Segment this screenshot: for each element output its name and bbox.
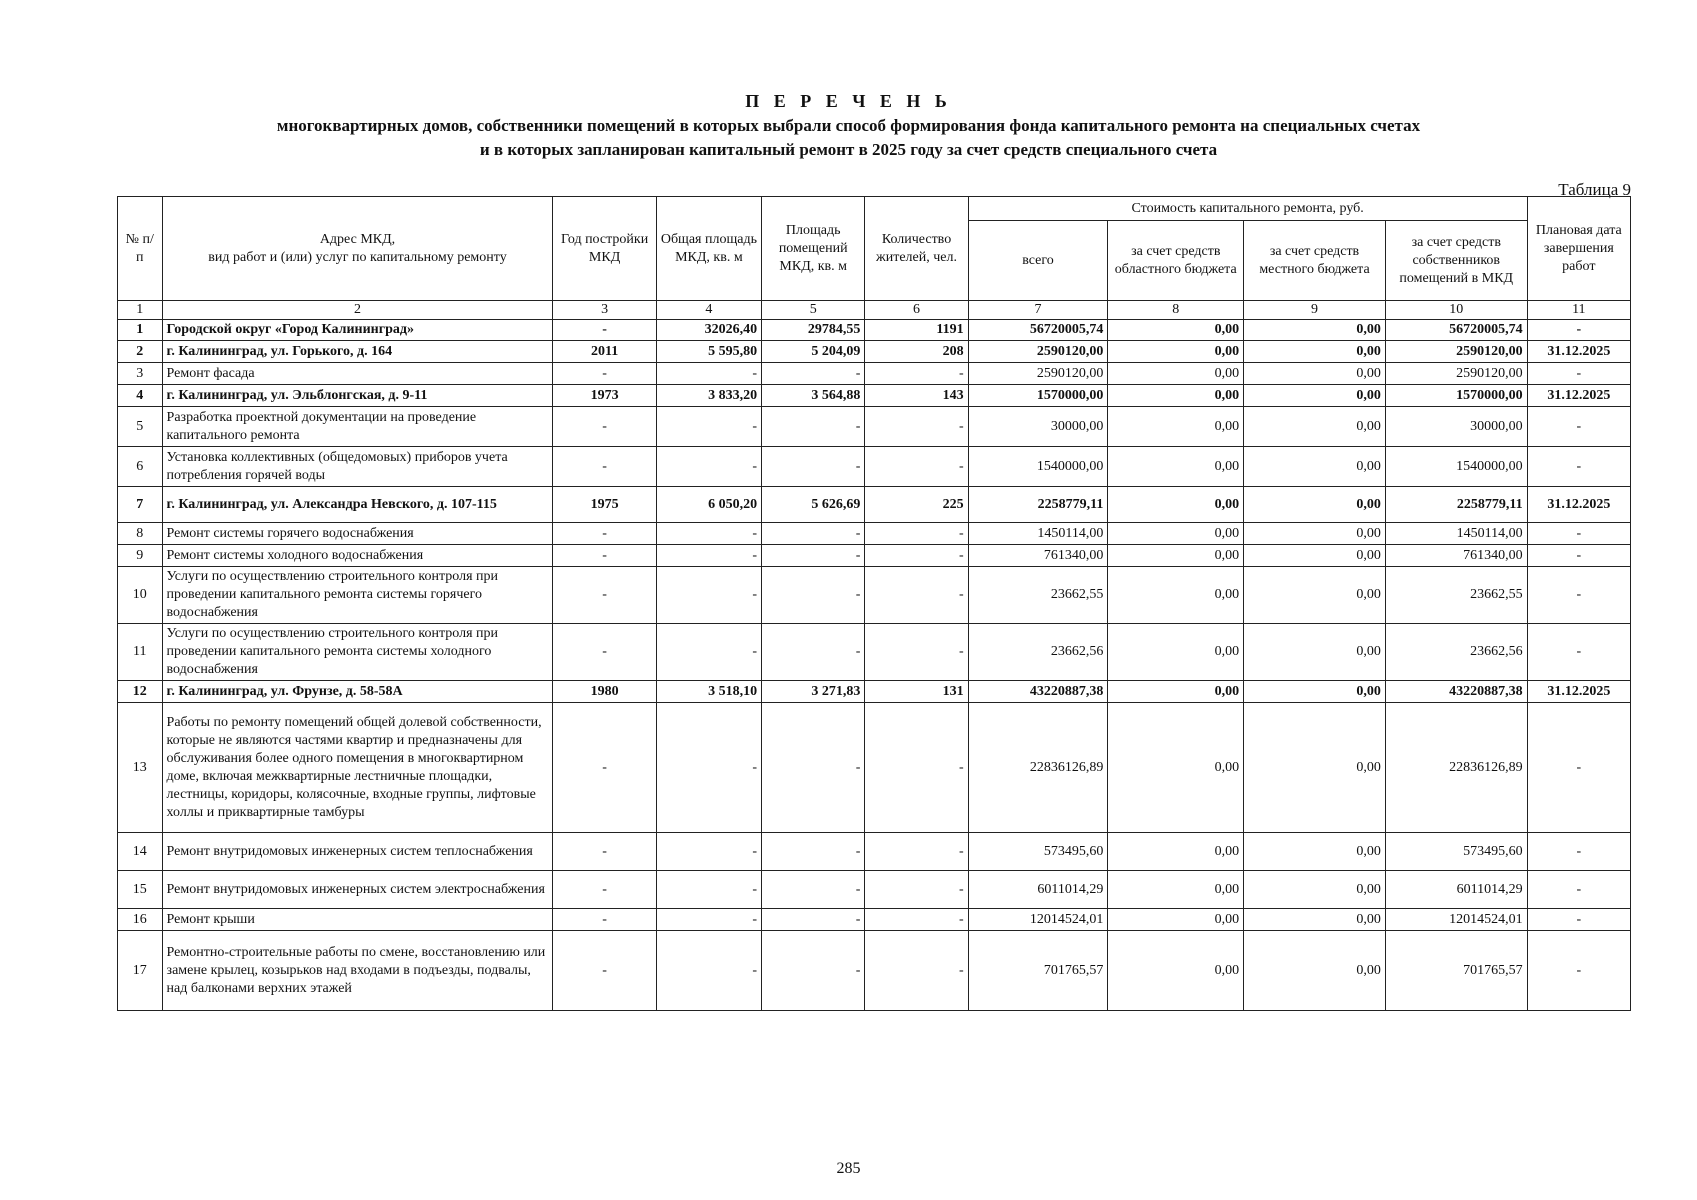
- row-cost-owners: 23662,55: [1385, 567, 1527, 624]
- row-residents: -: [865, 833, 968, 871]
- row-completion-date: -: [1527, 871, 1630, 909]
- row-premises-area: 5 204,09: [762, 341, 865, 363]
- row-name: Ремонт системы горячего водоснабжения: [162, 523, 553, 545]
- document-title: П Е Р Е Ч Е Н Ь: [745, 91, 952, 111]
- row-total-area: -: [656, 871, 761, 909]
- column-index-cell: 4: [656, 301, 761, 320]
- row-number: 17: [118, 931, 163, 1011]
- row-number: 9: [118, 545, 163, 567]
- header-cost-owners: за счет средств собственников помещений в МКД: [1385, 221, 1527, 301]
- row-cost-regional: 0,00: [1108, 320, 1244, 341]
- row-cost-regional: 0,00: [1108, 703, 1244, 833]
- table-row: [118, 385, 1631, 407]
- column-index-cell: 11: [1527, 301, 1630, 320]
- column-index-cell: 9: [1244, 301, 1386, 320]
- row-cost-owners: 761340,00: [1385, 545, 1527, 567]
- document-heading: [0, 88, 1697, 162]
- row-premises-area: -: [762, 871, 865, 909]
- column-index-cell: 3: [553, 301, 656, 320]
- table-row: [118, 545, 1631, 567]
- row-cost-local: 0,00: [1244, 545, 1386, 567]
- row-cost-owners: 23662,56: [1385, 624, 1527, 681]
- row-number: 15: [118, 871, 163, 909]
- row-cost-local: 0,00: [1244, 703, 1386, 833]
- row-name: г. Калининград, ул. Эльблонгская, д. 9-11: [162, 385, 553, 407]
- row-cost-owners: 2590120,00: [1385, 341, 1527, 363]
- row-residents: 131: [865, 681, 968, 703]
- row-total-area: -: [656, 624, 761, 681]
- row-total-area: 5 595,80: [656, 341, 761, 363]
- row-completion-date: -: [1527, 909, 1630, 931]
- row-number: 3: [118, 363, 163, 385]
- row-completion-date: -: [1527, 703, 1630, 833]
- row-premises-area: -: [762, 567, 865, 624]
- table-row: [118, 703, 1631, 833]
- row-cost-owners: 701765,57: [1385, 931, 1527, 1011]
- column-index-cell: 5: [762, 301, 865, 320]
- row-year: -: [553, 931, 656, 1011]
- row-premises-area: 5 626,69: [762, 487, 865, 523]
- table-body: [118, 320, 1631, 1011]
- row-residents: 143: [865, 385, 968, 407]
- row-completion-date: 31.12.2025: [1527, 681, 1630, 703]
- row-number: 4: [118, 385, 163, 407]
- row-total-area: -: [656, 407, 761, 447]
- row-premises-area: -: [762, 624, 865, 681]
- row-completion-date: -: [1527, 833, 1630, 871]
- row-total-area: -: [656, 909, 761, 931]
- row-number: 14: [118, 833, 163, 871]
- row-completion-date: -: [1527, 447, 1630, 487]
- table-row: [118, 363, 1631, 385]
- row-name: г. Калининград, ул. Фрунзе, д. 58-58А: [162, 681, 553, 703]
- row-cost-local: 0,00: [1244, 320, 1386, 341]
- row-cost-local: 0,00: [1244, 407, 1386, 447]
- header-cost-local: за счет средств местного бюджета: [1244, 221, 1386, 301]
- row-cost-regional: 0,00: [1108, 931, 1244, 1011]
- row-residents: 225: [865, 487, 968, 523]
- row-cost-regional: 0,00: [1108, 523, 1244, 545]
- row-year: -: [553, 624, 656, 681]
- row-residents: -: [865, 447, 968, 487]
- row-residents: -: [865, 545, 968, 567]
- row-total-area: -: [656, 833, 761, 871]
- document-subtitle-line-1: многоквартирных домов, собственники помещений в которых выбрали способ формирования фонда капитального ремонта на специальных счетах: [276, 116, 1421, 135]
- row-cost-local: 0,00: [1244, 567, 1386, 624]
- row-name: г. Калининград, ул. Александра Невского, д. 107-115: [162, 487, 553, 523]
- header-num: № п/п: [118, 197, 163, 301]
- row-year: 1973: [553, 385, 656, 407]
- header-total-area: Общая площадь МКД, кв. м: [656, 197, 761, 301]
- row-name: Ремонтно-строительные работы по смене, восстановлению или замене крылец, козырьков над входами в подъезды, подвалы, над балконами верхних этажей: [162, 931, 553, 1011]
- row-completion-date: 31.12.2025: [1527, 385, 1630, 407]
- column-index-cell: 10: [1385, 301, 1527, 320]
- table-row: [118, 407, 1631, 447]
- row-year: -: [553, 545, 656, 567]
- header-address: Адрес МКД, вид работ и (или) услуг по капитальному ремонту: [162, 197, 553, 301]
- row-cost-regional: 0,00: [1108, 871, 1244, 909]
- row-name: Разработка проектной документации на проведение капитального ремонта: [162, 407, 553, 447]
- row-cost-owners: 2590120,00: [1385, 363, 1527, 385]
- row-cost-total: 1570000,00: [968, 385, 1108, 407]
- table-row: [118, 681, 1631, 703]
- row-number: 1: [118, 320, 163, 341]
- row-completion-date: -: [1527, 545, 1630, 567]
- row-cost-owners: 573495,60: [1385, 833, 1527, 871]
- row-name: Ремонт внутридомовых инженерных систем электроснабжения: [162, 871, 553, 909]
- row-completion-date: 31.12.2025: [1527, 341, 1630, 363]
- row-cost-owners: 6011014,29: [1385, 871, 1527, 909]
- row-cost-total: 2590120,00: [968, 363, 1108, 385]
- row-year: -: [553, 523, 656, 545]
- row-name: Установка коллективных (общедомовых) приборов учета потребления горячей воды: [162, 447, 553, 487]
- row-cost-total: 43220887,38: [968, 681, 1108, 703]
- table-row: [118, 341, 1631, 363]
- row-premises-area: 3 271,83: [762, 681, 865, 703]
- row-cost-total: 2258779,11: [968, 487, 1108, 523]
- row-residents: -: [865, 363, 968, 385]
- row-residents: -: [865, 703, 968, 833]
- table-row: [118, 567, 1631, 624]
- header-cost-regional: за счет средств областного бюджета: [1108, 221, 1244, 301]
- header-cost-group: Стоимость капитального ремонта, руб.: [968, 197, 1527, 221]
- header-cost-total: всего: [968, 221, 1108, 301]
- row-cost-local: 0,00: [1244, 341, 1386, 363]
- row-residents: -: [865, 624, 968, 681]
- row-cost-regional: 0,00: [1108, 545, 1244, 567]
- row-premises-area: -: [762, 523, 865, 545]
- column-index-cell: 7: [968, 301, 1108, 320]
- row-residents: 1191: [865, 320, 968, 341]
- row-year: -: [553, 407, 656, 447]
- column-index-cell: 8: [1108, 301, 1244, 320]
- row-cost-local: 0,00: [1244, 447, 1386, 487]
- row-name: Ремонт внутридомовых инженерных систем теплоснабжения: [162, 833, 553, 871]
- row-premises-area: 29784,55: [762, 320, 865, 341]
- row-year: -: [553, 567, 656, 624]
- row-cost-total: 23662,55: [968, 567, 1108, 624]
- row-year: -: [553, 909, 656, 931]
- row-number: 10: [118, 567, 163, 624]
- table-row: [118, 523, 1631, 545]
- document-subtitle-line-2: и в которых запланирован капитальный ремонт в 2025 году за счет средств специального счета: [479, 140, 1218, 159]
- row-number: 5: [118, 407, 163, 447]
- row-total-area: -: [656, 523, 761, 545]
- row-cost-local: 0,00: [1244, 487, 1386, 523]
- row-cost-local: 0,00: [1244, 833, 1386, 871]
- registry-table: [117, 196, 1631, 1011]
- row-cost-regional: 0,00: [1108, 624, 1244, 681]
- row-cost-total: 22836126,89: [968, 703, 1108, 833]
- row-premises-area: -: [762, 363, 865, 385]
- row-name: Услуги по осуществлению строительного контроля при проведении капитального ремонта системы горячего водоснабжения: [162, 567, 553, 624]
- row-year: -: [553, 833, 656, 871]
- row-cost-total: 761340,00: [968, 545, 1108, 567]
- row-premises-area: -: [762, 447, 865, 487]
- page-number: 285: [836, 1160, 861, 1177]
- row-completion-date: -: [1527, 624, 1630, 681]
- row-residents: -: [865, 523, 968, 545]
- row-premises-area: -: [762, 833, 865, 871]
- header-completion-date: Плановая дата завершения работ: [1527, 197, 1630, 301]
- row-cost-local: 0,00: [1244, 523, 1386, 545]
- table-caption: Таблица 9: [1558, 180, 1631, 199]
- row-cost-regional: 0,00: [1108, 487, 1244, 523]
- table-row: [118, 871, 1631, 909]
- row-premises-area: -: [762, 703, 865, 833]
- row-cost-owners: 2258779,11: [1385, 487, 1527, 523]
- row-residents: 208: [865, 341, 968, 363]
- row-number: 16: [118, 909, 163, 931]
- row-total-area: -: [656, 703, 761, 833]
- row-total-area: 3 518,10: [656, 681, 761, 703]
- row-total-area: -: [656, 567, 761, 624]
- row-name: г. Калининград, ул. Горького, д. 164: [162, 341, 553, 363]
- column-index-cell: 1: [118, 301, 163, 320]
- table-row: [118, 624, 1631, 681]
- row-cost-regional: 0,00: [1108, 407, 1244, 447]
- row-total-area: -: [656, 931, 761, 1011]
- row-completion-date: -: [1527, 567, 1630, 624]
- row-premises-area: -: [762, 407, 865, 447]
- row-completion-date: -: [1527, 407, 1630, 447]
- header-residents: Количество жителей, чел.: [865, 197, 968, 301]
- row-cost-total: 2590120,00: [968, 341, 1108, 363]
- row-cost-regional: 0,00: [1108, 385, 1244, 407]
- row-cost-local: 0,00: [1244, 385, 1386, 407]
- row-cost-local: 0,00: [1244, 363, 1386, 385]
- row-cost-total: 1450114,00: [968, 523, 1108, 545]
- row-residents: -: [865, 407, 968, 447]
- row-total-area: -: [656, 363, 761, 385]
- row-cost-local: 0,00: [1244, 871, 1386, 909]
- row-residents: -: [865, 909, 968, 931]
- row-cost-owners: 1570000,00: [1385, 385, 1527, 407]
- row-cost-local: 0,00: [1244, 681, 1386, 703]
- row-cost-total: 6011014,29: [968, 871, 1108, 909]
- row-number: 13: [118, 703, 163, 833]
- header-year: Год постройки МКД: [553, 197, 656, 301]
- row-cost-total: 12014524,01: [968, 909, 1108, 931]
- row-name: Ремонт фасада: [162, 363, 553, 385]
- row-name: Работы по ремонту помещений общей долевой собственности, которые не являются частями квартир и предназначены для обслуживания более одного помещения в многоквартирном доме, включая межквартирные лестничные площадки, лестницы, коридоры, колясочные, входные группы, лифтовые холлы и приквартирные тамбуры: [162, 703, 553, 833]
- row-cost-owners: 12014524,01: [1385, 909, 1527, 931]
- row-year: 1980: [553, 681, 656, 703]
- row-cost-regional: 0,00: [1108, 909, 1244, 931]
- row-completion-date: -: [1527, 320, 1630, 341]
- row-premises-area: -: [762, 931, 865, 1011]
- row-year: -: [553, 320, 656, 341]
- row-cost-total: 701765,57: [968, 931, 1108, 1011]
- row-year: -: [553, 703, 656, 833]
- row-cost-regional: 0,00: [1108, 447, 1244, 487]
- row-cost-regional: 0,00: [1108, 341, 1244, 363]
- row-number: 2: [118, 341, 163, 363]
- column-index-row: [118, 301, 1631, 320]
- row-cost-regional: 0,00: [1108, 833, 1244, 871]
- row-cost-owners: 22836126,89: [1385, 703, 1527, 833]
- row-cost-total: 1540000,00: [968, 447, 1108, 487]
- row-premises-area: 3 564,88: [762, 385, 865, 407]
- table-row: [118, 320, 1631, 341]
- row-year: -: [553, 363, 656, 385]
- row-number: 7: [118, 487, 163, 523]
- row-number: 11: [118, 624, 163, 681]
- row-cost-total: 56720005,74: [968, 320, 1108, 341]
- row-number: 8: [118, 523, 163, 545]
- row-cost-owners: 56720005,74: [1385, 320, 1527, 341]
- row-name: Услуги по осуществлению строительного контроля при проведении капитального ремонта системы холодного водоснабжения: [162, 624, 553, 681]
- row-year: 1975: [553, 487, 656, 523]
- table-row: [118, 487, 1631, 523]
- row-cost-total: 23662,56: [968, 624, 1108, 681]
- table-row: [118, 833, 1631, 871]
- row-cost-local: 0,00: [1244, 624, 1386, 681]
- header-premises-area: Площадь помещений МКД, кв. м: [762, 197, 865, 301]
- row-cost-owners: 30000,00: [1385, 407, 1527, 447]
- row-number: 12: [118, 681, 163, 703]
- row-name: Ремонт системы холодного водоснабжения: [162, 545, 553, 567]
- row-cost-owners: 43220887,38: [1385, 681, 1527, 703]
- row-year: -: [553, 447, 656, 487]
- row-total-area: 6 050,20: [656, 487, 761, 523]
- row-year: -: [553, 871, 656, 909]
- row-total-area: -: [656, 545, 761, 567]
- row-cost-total: 30000,00: [968, 407, 1108, 447]
- row-completion-date: -: [1527, 363, 1630, 385]
- row-completion-date: -: [1527, 523, 1630, 545]
- row-total-area: 3 833,20: [656, 385, 761, 407]
- row-residents: -: [865, 567, 968, 624]
- column-index-cell: 6: [865, 301, 968, 320]
- table-row: [118, 909, 1631, 931]
- row-cost-regional: 0,00: [1108, 681, 1244, 703]
- row-residents: -: [865, 871, 968, 909]
- row-cost-regional: 0,00: [1108, 363, 1244, 385]
- row-completion-date: -: [1527, 931, 1630, 1011]
- row-completion-date: 31.12.2025: [1527, 487, 1630, 523]
- row-cost-owners: 1540000,00: [1385, 447, 1527, 487]
- row-premises-area: -: [762, 909, 865, 931]
- column-index-cell: 2: [162, 301, 553, 320]
- row-cost-local: 0,00: [1244, 909, 1386, 931]
- row-total-area: 32026,40: [656, 320, 761, 341]
- row-total-area: -: [656, 447, 761, 487]
- table-row: [118, 447, 1631, 487]
- row-name: Городской округ «Город Калининград»: [162, 320, 553, 341]
- row-year: 2011: [553, 341, 656, 363]
- row-cost-regional: 0,00: [1108, 567, 1244, 624]
- row-premises-area: -: [762, 545, 865, 567]
- row-name: Ремонт крыши: [162, 909, 553, 931]
- row-cost-owners: 1450114,00: [1385, 523, 1527, 545]
- row-number: 6: [118, 447, 163, 487]
- row-cost-local: 0,00: [1244, 931, 1386, 1011]
- row-residents: -: [865, 931, 968, 1011]
- row-cost-total: 573495,60: [968, 833, 1108, 871]
- table-row: [118, 931, 1631, 1011]
